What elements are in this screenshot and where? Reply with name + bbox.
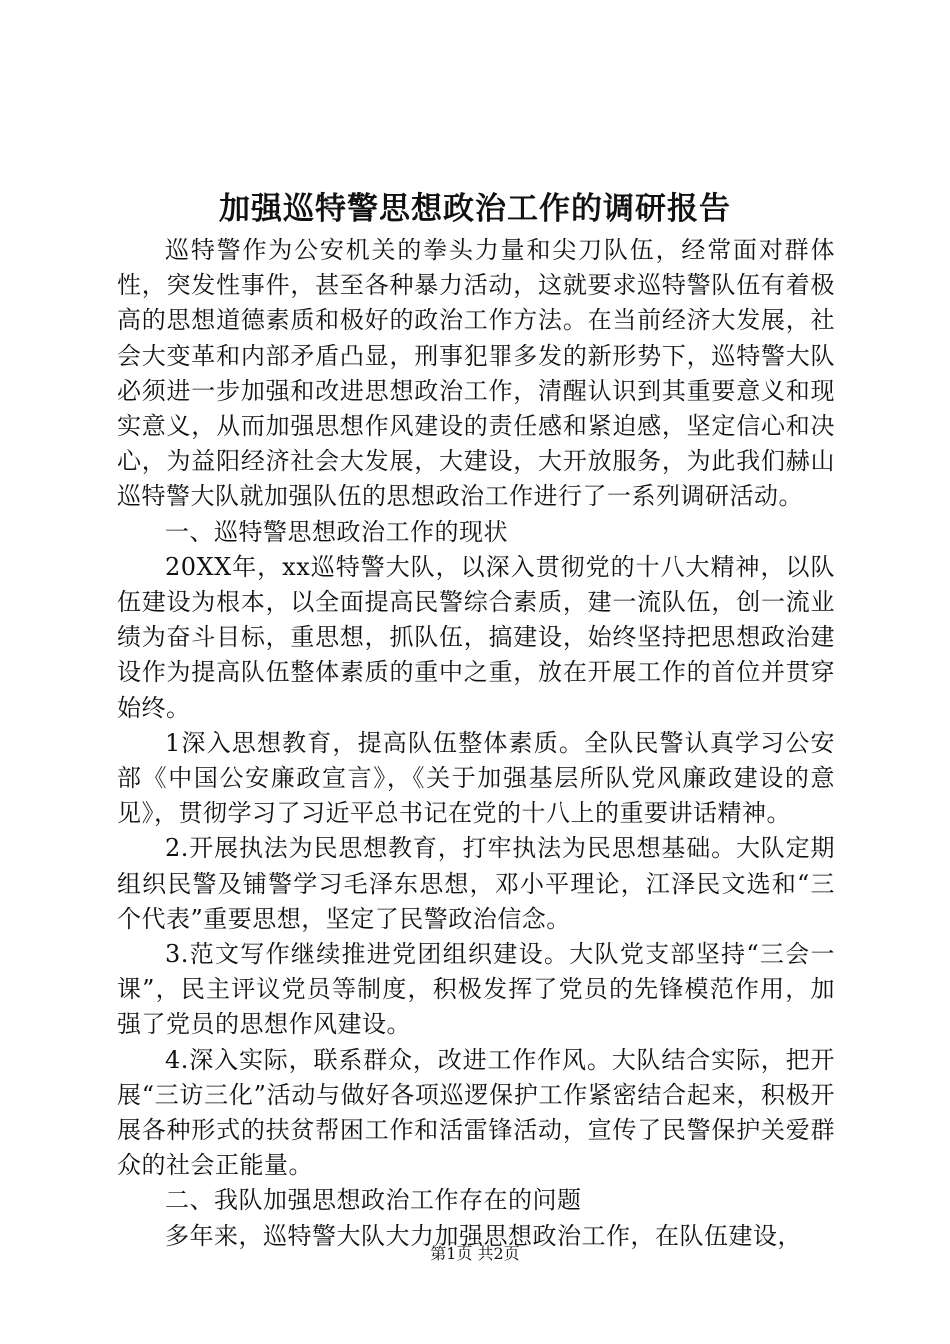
- paragraph-item-1: 1深入思想教育，提高队伍整体素质。全队民警认真学习公安部《中国公安廉政宣言》，《关于加强基层所队党风廉政建设的意见》，贯彻学习了习近平总书记在党的十八上的重要讲话精神。: [117, 728, 835, 828]
- paragraph-intro: 巡特警作为公安机关的拳头力量和尖刀队伍，经常面对群体性，突发性事件，甚至各种暴力活动，这就要求巡特警队伍有着极高的思想道德素质和极好的政治工作方法。在当前经济大发展，社会大变革和内部矛盾凸显，刑事犯罪多发的新形势下，巡特警大队必须进一步加强和改进思想政治工作，清醒认识到其重要意义和现实意义，从而加强思想作风建设的责任感和紧迫感，坚定信心和决心，为益阳经济社会大发展，大建设，大开放服务，为此我们赫山巡特警大队就加强队伍的思想政治工作进行了一系列调研活动。: [117, 236, 835, 511]
- section-heading-1: 一、巡特警思想政治工作的现状: [165, 517, 508, 546]
- section-heading-2: 二、我队加强思想政治工作存在的问题: [165, 1186, 582, 1215]
- page-number-footer: 第1页 共2页: [430, 1244, 520, 1263]
- paragraph-status: 20XX年，xx巡特警大队，以深入贯彻党的十八大精神，以队伍建设为根本，以全面提高民警综合素质，建一流队伍，创一流业绩为奋斗目标，重思想，抓队伍，搞建设，始终坚持把思想政治建设作为提高队伍整体素质的重中之重，放在开展工作的首位并贯穿始终。: [117, 552, 835, 722]
- document-body: [117, 233, 835, 1254]
- document-title: 加强巡特警思想政治工作的调研报告: [219, 191, 731, 227]
- paragraph-item-2: 2.开展执法为民思想教育，打牢执法为民思想基础。大队定期组织民警及铺警学习毛泽东思想，邓小平理论，江泽民文选和“三个代表”重要思想，坚定了民警政治信念。: [117, 834, 835, 933]
- paragraph-item-3: 3.范文写作继续推进党团组织建设。大队党支部坚持“三会一课”，民主评议党员等制度，积极发挥了党员的先锋模范作用，加强了党员的思想作风建设。: [117, 940, 835, 1039]
- paragraph-item-4: 4.深入实际，联系群众，改进工作作风。大队结合实际，把开展“三访三化”活动与做好各项巡逻保护工作紧密结合起来，积极开展各种形式的扶贫帮困工作和活雷锋活动，宣传了民警保护关爱群众的社会正能量。: [117, 1045, 835, 1180]
- paragraph-problems: 多年来，巡特警大队大力加强思想政治工作，在队伍建设，: [165, 1221, 802, 1250]
